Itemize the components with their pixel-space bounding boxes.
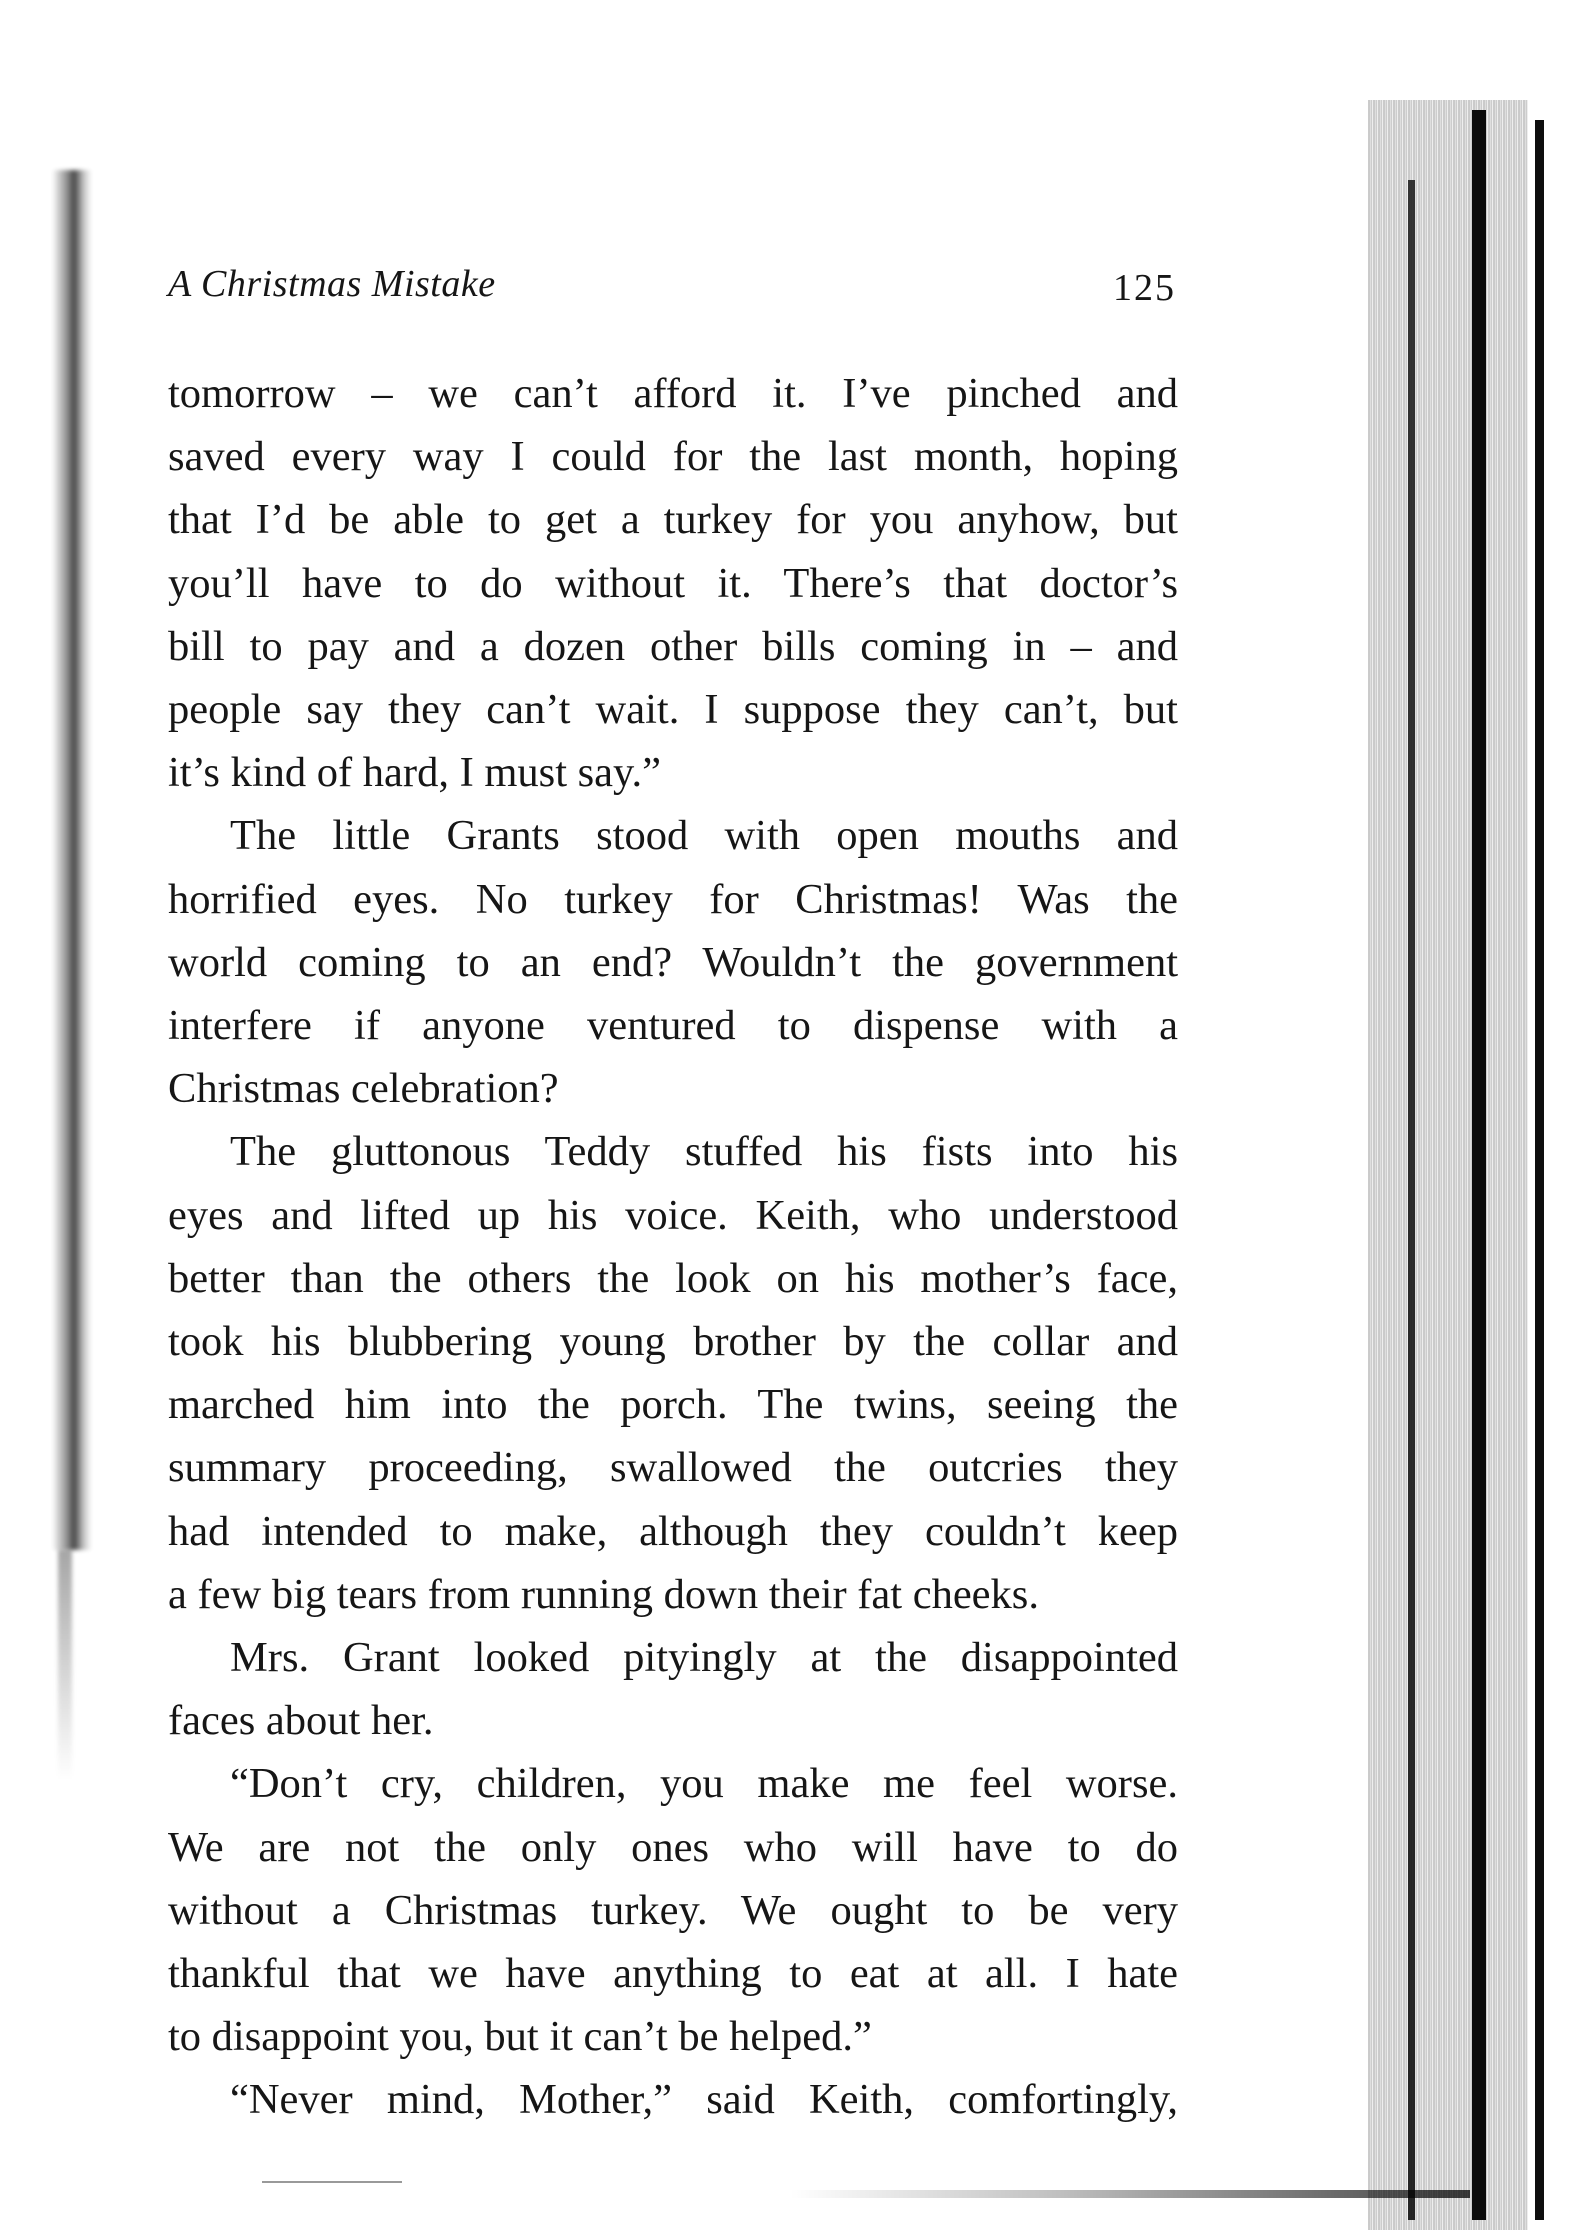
page-edges [1368, 100, 1528, 2230]
text-line: faces about her. [168, 1697, 434, 1745]
text-line: summary proceeding, swallowed the outcries they [168, 1444, 1178, 1492]
text-line: had intended to make, although they couldn’t keep [168, 1507, 1178, 1555]
text-line: interfere if anyone ventured to dispense with a [168, 1002, 1178, 1050]
binding-shadow [52, 170, 92, 1550]
text-line: marched him into the porch. The twins, seeing the [168, 1381, 1178, 1429]
text-line: “Don’t cry, children, you make me feel worse. [230, 1760, 1178, 1808]
text-line: The gluttonous Teddy stuffed his fists into his [230, 1128, 1178, 1176]
text-line: We are not the only ones who will have to do [168, 1823, 1178, 1871]
text-line: thankful that we have anything to eat at all. I hate [168, 1950, 1178, 1998]
text-line: world coming to an end? Wouldn’t the government [168, 938, 1178, 986]
text-line: to disappoint you, but it can’t be helped.” [168, 2013, 872, 2061]
text-line: eyes and lifted up his voice. Keith, who understood [168, 1191, 1178, 1239]
body-text [168, 362, 1178, 2132]
text-line: without a Christmas turkey. We ought to be very [168, 1886, 1178, 1934]
scan-smudge [790, 2190, 1470, 2198]
text-line: tomorrow – we can’t afford it. I’ve pinched and [168, 370, 1178, 417]
text-line: Christmas celebration? [168, 1065, 559, 1113]
chapter-title: A Christmas Mistake [168, 263, 496, 305]
text-line: that I’d be able to get a turkey for you anyhow, but [168, 496, 1178, 544]
page-edge-line [1472, 110, 1486, 2220]
text-line: horrified eyes. No turkey for Christmas! Was the [168, 875, 1178, 923]
text-line: a few big tears from running down their fat cheeks. [168, 1570, 1039, 1618]
page-number: 125 [1113, 267, 1176, 309]
page-edge-line [1535, 120, 1544, 2220]
text-line: Mrs. Grant looked pityingly at the disappointed [230, 1634, 1178, 1682]
page-edge-line [1408, 180, 1415, 2220]
text-line: The little Grants stood with open mouths and [230, 812, 1178, 860]
text-line: people say they can’t wait. I suppose they can’t, but [168, 686, 1178, 734]
running-head [168, 262, 1218, 312]
binding-shadow-lower [58, 1550, 72, 1780]
text-line: “Never mind, Mother,” said Keith, comfortingly, [230, 2076, 1178, 2124]
text-line: you’ll have to do without it. There’s that doctor’s [168, 559, 1178, 607]
text-line: bill to pay and a dozen other bills coming in – and [168, 622, 1178, 670]
text-line: better than the others the look on his mother’s face, [168, 1254, 1178, 1302]
scan-mark [262, 2181, 402, 2183]
text-line: took his blubbering young brother by the collar and [168, 1318, 1178, 1366]
text-line: it’s kind of hard, I must say.” [168, 749, 662, 797]
text-line: saved every way I could for the last month, hoping [168, 433, 1178, 481]
